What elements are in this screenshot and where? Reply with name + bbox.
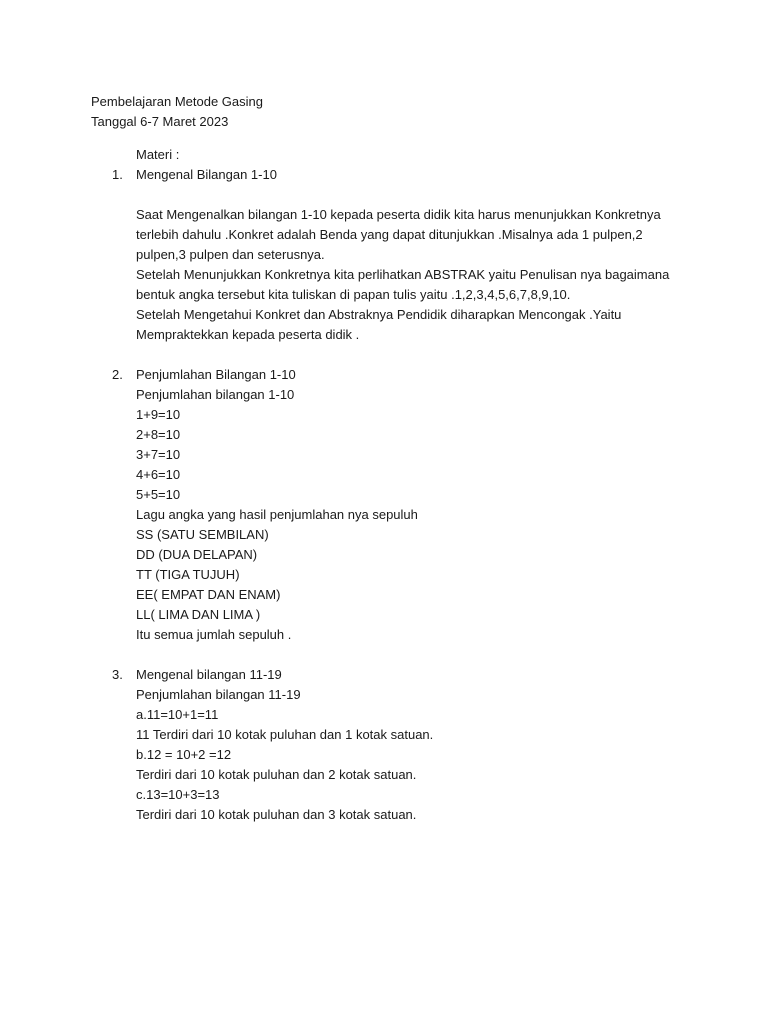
- list-line: 2+8=10: [136, 427, 181, 442]
- list-line: TT (TIGA TUJUH): [136, 567, 240, 582]
- paragraph-line: pulpen,3 pulpen dan seterusnya.: [136, 247, 325, 262]
- paragraph-line: terlebih dahulu .Konkret adalah Benda yang dapat ditunjukkan .Misalnya ada 1 pulpen,2: [136, 227, 643, 242]
- list-line: Terdiri dari 10 kotak puluhan dan 3 kotak satuan.: [136, 807, 417, 822]
- list-line: 3+7=10: [136, 447, 181, 462]
- list-line: a.11=10+1=11: [136, 707, 219, 722]
- item-number-1: 1.: [112, 167, 123, 182]
- list-line: b.12 = 10+2 =12: [136, 747, 232, 762]
- list-line: Lagu angka yang hasil penjumlahan nya sepuluh: [136, 507, 418, 522]
- materi-label: Materi :: [136, 147, 180, 162]
- item-heading-3: Mengenal bilangan 11-19: [136, 667, 282, 682]
- document-title: Pembelajaran Metode Gasing: [91, 94, 263, 109]
- list-line: Itu semua jumlah sepuluh .: [136, 627, 292, 642]
- list-line: DD (DUA DELAPAN): [136, 547, 258, 562]
- item-heading-2: Penjumlahan Bilangan 1-10: [136, 367, 296, 382]
- list-line: 11 Terdiri dari 10 kotak puluhan dan 1 kotak satuan.: [136, 727, 434, 742]
- item-number-2: 2.: [112, 367, 123, 382]
- list-line: Terdiri dari 10 kotak puluhan dan 2 kotak satuan.: [136, 767, 417, 782]
- list-line: c.13=10+3=13: [136, 787, 220, 802]
- list-line: 4+6=10: [136, 467, 181, 482]
- list-line: 1+9=10: [136, 407, 181, 422]
- list-line: LL( LIMA DAN LIMA ): [136, 607, 261, 622]
- item-number-3: 3.: [112, 667, 123, 682]
- document-date: Tanggal 6-7 Maret 2023: [91, 114, 229, 129]
- list-line: Penjumlahan bilangan 1-10: [136, 387, 295, 402]
- item-heading-1: Mengenal Bilangan 1-10: [136, 167, 277, 182]
- list-line: SS (SATU SEMBILAN): [136, 527, 269, 542]
- paragraph-line: bentuk angka tersebut kita tuliskan di papan tulis yaitu .1,2,3,4,5,6,7,8,9,10.: [136, 287, 571, 302]
- paragraph-line: Setelah Menunjukkan Konkretnya kita perlihatkan ABSTRAK yaitu Penulisan nya bagaimana: [136, 267, 670, 282]
- list-line: EE( EMPAT DAN ENAM): [136, 587, 281, 602]
- list-line: Penjumlahan bilangan 11-19: [136, 687, 301, 702]
- paragraph-line: Setelah Mengetahui Konkret dan Abstraknya Pendidik diharapkan Mencongak .Yaitu: [136, 307, 622, 322]
- list-line: 5+5=10: [136, 487, 181, 502]
- paragraph-line: Mempraktekkan kepada peserta didik .: [136, 327, 360, 342]
- paragraph-line: Saat Mengenalkan bilangan 1-10 kepada peserta didik kita harus menunjukkan Konkretnya: [136, 207, 661, 222]
